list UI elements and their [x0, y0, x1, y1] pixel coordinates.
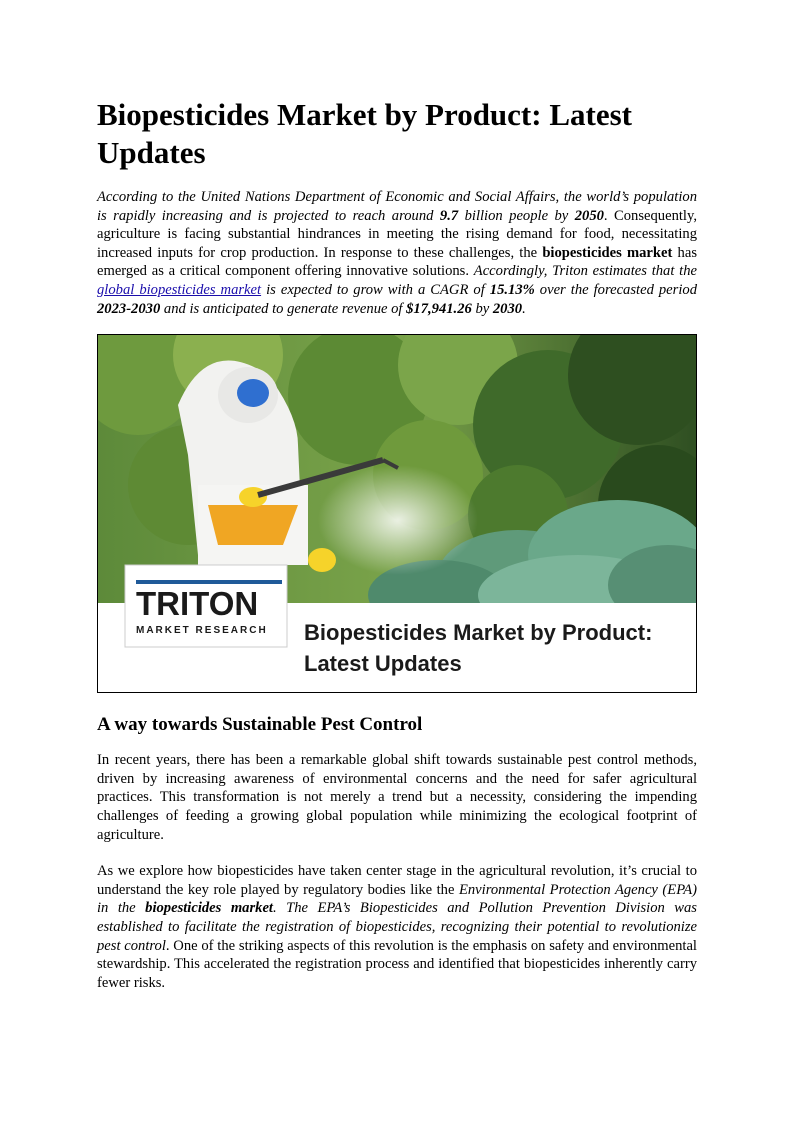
banner-title-line2: Latest Updates: [304, 651, 462, 677]
paragraph-bold: biopesticides market: [145, 900, 273, 917]
hero-illustration: [98, 335, 696, 692]
intro-bold: biopesticides market: [542, 244, 673, 261]
intro-paragraph: [97, 188, 697, 318]
intro-text: over the forecasted period: [534, 281, 697, 298]
intro-text: billion people by: [458, 207, 575, 224]
global-biopesticides-market-link[interactable]: global biopesticides market: [97, 281, 262, 298]
intro-text: has emerged as a critical component offering innovative solutions.: [97, 244, 698, 280]
banner-title-line1: Biopesticides Market by Product:: [304, 620, 653, 646]
intro-bold: $17,941.26: [406, 300, 472, 317]
section-paragraph-2: [97, 862, 697, 992]
document-page: [97, 96, 697, 992]
intro-text: and is anticipated to generate revenue of: [160, 300, 407, 317]
logo-word: TRITON: [136, 585, 259, 623]
section-paragraph-1: In recent years, there has been a remarkable global shift towards sustainable pest control methods, driven by increasing awareness of environmental concerns and the need for safer agricultural practices. This transformation is not merely a trend but a necessity, considering the impending challenges of feeding a growing global population while minimizing the ecological footprint of agriculture.: [97, 752, 697, 843]
triton-logo: [125, 565, 287, 647]
intro-bold: 2023-2030: [97, 300, 161, 317]
section-heading: A way towards Sustainable Pest Control: [97, 714, 423, 736]
hero-image: [97, 334, 697, 693]
intro-text: .: [522, 300, 526, 317]
intro-bold: 15.13%: [489, 281, 535, 298]
spray-mist: [318, 465, 478, 575]
intro-text: is expected to grow with a CAGR of: [261, 281, 490, 298]
intro-text: by: [471, 300, 493, 317]
intro-bold: 9.7: [439, 207, 459, 224]
paragraph-text: . One of the striking aspects of this revolution is the emphasis on safety and environmental stewardship. This accelerated the registration process and identified that biopesticides inherently carry fewer risks.: [97, 937, 697, 991]
intro-text: Accordingly, Triton estimates that the: [473, 263, 697, 280]
intro-text: . Consequently, agriculture is facing substantial hindrances in meeting the rising demand for food, necessitating increased inputs for crop production. In response to these challenges, the: [97, 207, 697, 261]
paragraph-italic: . The EPA’s Biopesticides and Pollution Prevention Division was established to facilitate the registration of biopesticides, recognizing their potential to revolutionize pest control: [97, 900, 697, 954]
logo-subtitle: MARKET RESEARCH: [136, 625, 268, 637]
intro-bold: 2050: [574, 207, 604, 224]
intro-text: According to the United Nations Department of Economic and Social Affairs, the world’s population is rapidly increasing and is projected to reach around: [97, 189, 697, 224]
paragraph-italic: Environmental Protection Agency (EPA) in the: [97, 881, 697, 917]
paragraph-text: As we explore how biopesticides have taken center stage in the agricultural revolution, it’s crucial to understand the key role played by regulatory bodies like the: [97, 863, 697, 898]
intro-bold: 2030: [492, 300, 523, 317]
page-title: Biopesticides Market by Product: Latest Updates: [97, 97, 632, 170]
